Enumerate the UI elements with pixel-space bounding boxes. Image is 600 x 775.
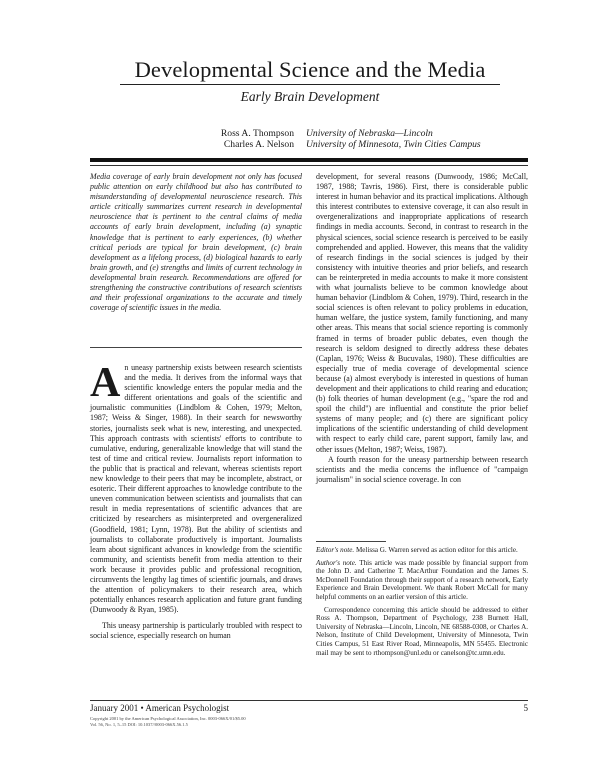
header-thin-rule [90, 165, 528, 166]
author-name: Charles A. Nelson [223, 139, 294, 150]
footer-fineprint [90, 716, 246, 727]
page-number: 5 [523, 703, 528, 713]
article-title: Developmental Science and the Media [134, 57, 486, 82]
abstract-rule [90, 347, 302, 348]
author-affiliation: University of Nebraska—Lincoln [306, 128, 433, 139]
footer-rule [90, 700, 528, 701]
body-paragraph: This uneasy partnership is particularly troubled with respect to social science, especially research on human [90, 621, 302, 641]
abstract: Media coverage of early brain development not only has focused public attention on early childhood but also has contributed to misunderstanding of developmental neuroscience research. This article critically summarizes current research in developmental neuroscience that is pertinent to the central claims of media accounts of early brain development, including (a) synaptic knowledge that is pertinent to early experiences, (b) whether critical periods are typical for brain development, (c) brain development as a lifelong process, (d) biological hazards to early brain growth, and (e) strengths and limits of current technology in developmental brain research. Recommendations are offered for strengthening the constructive contributions of research scientists and their professional organizations to the accurate and timely coverage of scientific issues in the media. [90, 172, 302, 313]
volume-line: Vol. 56, No. 1, 5–15 DOI: 10.1037//0003-066X.56.1.5 [90, 721, 188, 727]
drop-cap: A [90, 360, 121, 406]
author-row-2 [90, 139, 528, 151]
notes-rule [316, 541, 386, 542]
correspondence-note: Correspondence concerning this article should be addressed to either Ross A. Thompson, Department of Psychology, 238 Burnett Hall, University of Nebraska—Lincoln, Lincoln, NE 68588-0308, or Charles A. Nelson, Institute of Child Development, University of Minnesota, Twin Cities Campus, 51 East River Road, Minneapolis, MN 55455. Electronic mail may be sent to rthompson@unl.edu or canelson@tc.umn.edu. [316, 605, 528, 657]
author-note-label: Author's note. [316, 558, 357, 567]
author-notes [316, 546, 528, 661]
author-affiliation: University of Minnesota, Twin Cities Campus [306, 139, 481, 150]
author-name: Ross A. Thompson [220, 128, 294, 139]
article-subtitle: Early Brain Development [240, 89, 380, 104]
header-heavy-rule [90, 158, 528, 162]
body-paragraph: development, for several reasons (Dunwoody, 1986; McCall, 1987, 1988; Tavris, 1986). First, there is considerable public interest in human behavior and its practical implications. Although this interest contributes to extensive coverage, it can also result in overgeneralizations and inappropriate applications of research findings in media accounts. Second, in contrast to research in the physical sciences, social science research is perceived to be easily comprehended and applied. However, this means that the validity of research findings in the social sciences is judged by their consistency with intuitive theories and prior beliefs, and research can be reinterpreted in media accounts to make it more consistent with what journalists believe to be common knowledge about human behavior (Lindblom & Cohen, 1979). Third, research in the social sciences is often relevant to policy problems in education, human welfare, the justice system, family functioning, and many other areas. This means that social science reporting is commonly framed in terms of broader public debates, even though the research is seldom designed to directly address these debates (Caplan, 1976; Weiss & Bucuvalas, 1980). These difficulties are especially true of media coverage of developmental science because (a) almost everybody is interested in questions of human development and their applications to child rearing and education; (b) folk theories of human development (e.g., "spare the rod and spoil the child") are influential and constitute the prior belief systems of many people; and (c) there are significant policy implications of the scientific understanding of child development with respect to early child care, parent support, family law, and other issues (Melton, 1987; Weiss, 1987). [316, 172, 528, 454]
footer-journal: January 2001 • American Psychologist [90, 703, 230, 713]
editor-note-text: Melissa G. Warren served as action editor for this article. [355, 546, 518, 554]
editor-note-label: Editor's note. [316, 546, 355, 554]
author-note-text: This article was made possible by financial support from the John D. and Catherine T. MacArthur Foundation and the James S. McDonnell Foundation through their support of a research network, Early Experience and Brain Development. We thank Robert McCall for many helpful comments on an earlier version of this article. [316, 558, 528, 601]
title-rule [120, 84, 500, 85]
paragraph-text: n uneasy partnership exists between research scientists and the media. It derives from the informal ways that scientific knowledge enters the popular media and the different orientations and goals of the scientific and journalistic communities (Lindblom & Cohen, 1979; Melton, 1987; Weiss & Singer, 1988). In their search for newsworthy stories, journalists seek what is new, interesting, and unexpected. This approach contrasts with scientists' efforts to contribute to cumulative, enduring, generalizable knowledge that will stand the test of time and critical review. Journalists report information to the public that is practical and relevant, whereas scientists report new knowledge to their peers that may be incomplete, abstract, or esoteric. Their different approaches to knowledge contribute to the uneven communication between scientists and journalists that can result in media representations of scientific advances that are criticized by researchers as misinterpreted and overgeneralized (Goodfield, 1981; Lynn, 1978). But the ability of scientists and journalists to collaborate productively is important. Journalists learn about significant advances in knowledge from the scientific community, and scientists benefit from media attention to their work because it provides public and professional recognition, circumvents the lengthy lag times of scientific journals, and draws the attention of policymakers to their research area, which potentially enhances research application and future grant funding (Dunwoody & Ryan, 1985). [90, 363, 302, 615]
body-paragraph: A fourth reason for the uneasy partnership between research scientists and the media concerns the influence of "campaign journalism" in social science coverage. In con [316, 454, 528, 484]
author-note [316, 559, 528, 602]
body-paragraph [90, 360, 302, 615]
copyright-line: Copyright 2001 by the American Psychological Association, Inc. 0003-066X/01/$5.00 [90, 716, 246, 721]
editor-note [316, 546, 528, 555]
body-left-column [90, 360, 302, 642]
body-right-column [316, 172, 528, 485]
